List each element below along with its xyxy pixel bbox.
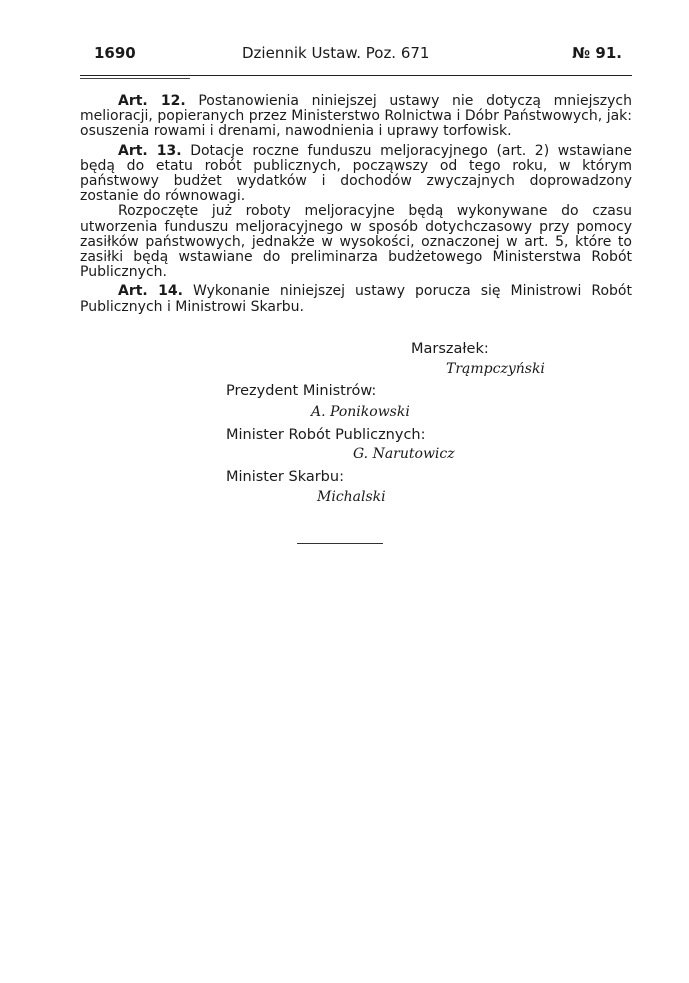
issue-number: № 91. xyxy=(572,44,622,62)
end-rule xyxy=(297,543,383,544)
article-14 xyxy=(80,284,632,314)
article-text: Dotacje roczne funduszu meljoracyjnego (art. 2) wstawiane będą do etatu robót publicznych, począwszy od tego roku, w którym państwowy budżet wydatków i dochodów zwyczajnych doprowadzony zostanie do równowagi. xyxy=(80,142,632,205)
treasury-minister-title: Minister Skarbu: xyxy=(226,469,344,485)
document-body xyxy=(80,94,632,315)
treasury-minister-signature: Michalski xyxy=(317,489,386,505)
article-text: Postanowienia niniejszej ustawy nie dotyczą mniejszych melioracji, popieranych przez Ministerstwo Rolnictwa i Dóbr Państwowych, jak: osuszenia rowami i drenami, nawodnienia i uprawy torfowisk. xyxy=(80,93,632,140)
prime-minister-signature: A. Ponikowski xyxy=(311,404,410,420)
article-label: Art. 14. xyxy=(118,283,183,300)
article-text: Wykonanie niniejszej ustawy porucza się Ministrowi Robót Publicznych i Ministrowi Skarbu. xyxy=(80,283,632,315)
header-rule xyxy=(80,75,632,76)
journal-title: Dziennik Ustaw. Poz. 671 xyxy=(242,44,430,62)
public-works-minister-title: Minister Robót Publicznych: xyxy=(226,427,426,443)
page-header xyxy=(80,44,632,68)
header-rule-short xyxy=(80,78,190,79)
page-number: 1690 xyxy=(94,44,136,62)
marshal-title: Marszałek: xyxy=(411,341,489,357)
prime-minister-title: Prezydent Ministrów: xyxy=(226,383,377,399)
marshal-signature: Trąmpczyński xyxy=(446,361,545,377)
article-13 xyxy=(80,144,632,205)
article-text: Rozpoczęte już roboty meljoracyjne będą wykonywane do czasu utworzenia funduszu meljoracyjnego w sposób dotychczasowy przy pomocy zasiłków państwowych, jednakże w wysokości, oznaczonej w art. 5, które to zasiłki będą wstawiane do preliminarza budżetowego Ministerstwa Robót Publicznych. xyxy=(80,203,632,281)
article-12 xyxy=(80,94,632,140)
article-label: Art. 12. xyxy=(118,93,186,109)
article-13-paragraph-2 xyxy=(80,204,632,280)
article-label: Art. 13. xyxy=(118,142,182,159)
public-works-minister-signature: G. Narutowicz xyxy=(353,446,455,462)
